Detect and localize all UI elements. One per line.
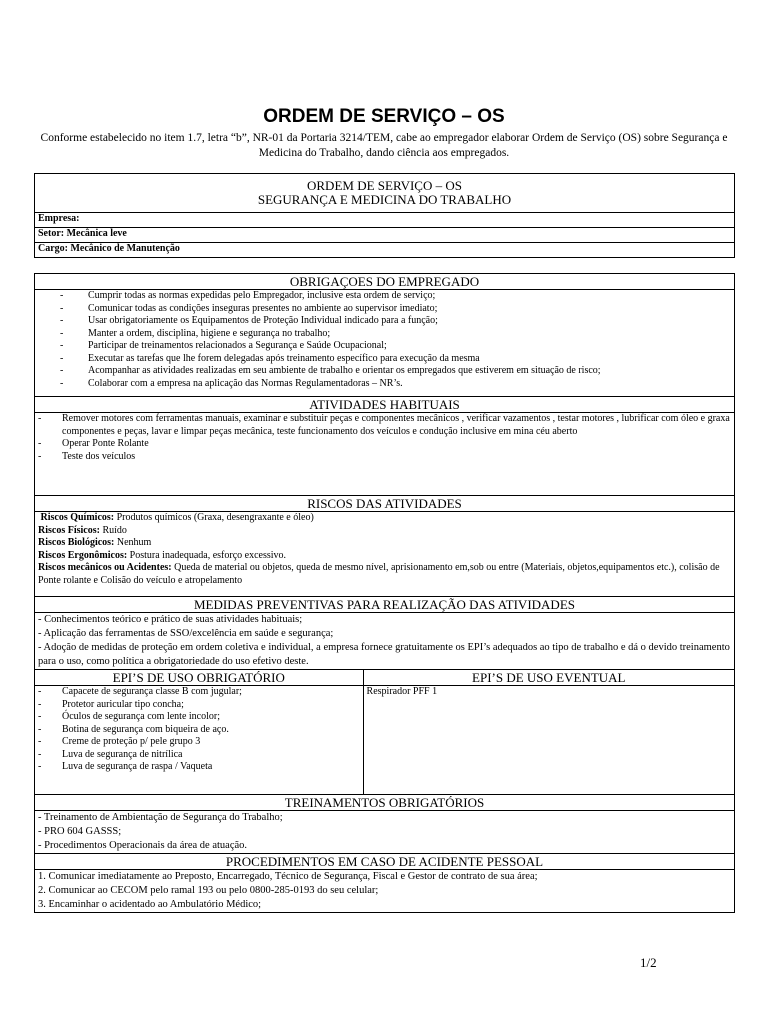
atividades-list [35, 413, 735, 496]
obrigacoes-title: OBRIGAÇOES DO EMPREGADO [35, 274, 735, 290]
list-item: - Conhecimentos teórico e prático de suas atividades habituais; [38, 614, 303, 625]
risco-ergonomico: Riscos Ergonômicos: Postura inadequada, esforço excessivo. [38, 549, 287, 561]
riscos-list [35, 512, 735, 597]
list-item: - Participar de treinamentos relacionados a Segurança e Saúde Ocupacional; [60, 340, 387, 351]
list-item: - PRO 604 GASSS; [38, 826, 122, 837]
page-title: ORDEM DE SERVIÇO – OS [263, 106, 505, 127]
list-item: - Comunicar todas as condições inseguras presentes no ambiente ao supervisor imediato; [60, 302, 438, 314]
risco-fisico: Riscos Físicos: Ruído [38, 524, 127, 536]
list-item: - Remover motores com ferramentas manuais, examinar e substituir peças e componentes mecânicos , verificar vazamentos , testar motores , lubrificar com óleo e graxa componentes e peças, lavar e limpar peças mecânica, teste funcionamento dos veículos e condução inclusive em mina céu aberto [38, 413, 730, 437]
empresa-field: Empresa: [35, 213, 735, 228]
list-item: - Aplicação das ferramentas de SSO/excelência em saúde e segurança; [38, 628, 334, 639]
cargo-field: Cargo: Mecânico de Manutenção [35, 243, 735, 258]
treinamentos-title: TREINAMENTOS OBRIGATÓRIOS [35, 795, 735, 811]
list-item: - Executar as tarefas que lhe forem delegadas após treinamento específico para execução da mesma [60, 352, 480, 364]
atividades-title: ATIVIDADES HABITUAIS [35, 397, 735, 413]
medidas-list [35, 613, 735, 670]
risco-quimico: Riscos Químicos: Produtos químicos (Graxa, desengraxante e óleo) [40, 512, 314, 523]
treinamentos-list [35, 811, 735, 854]
list-item: - Protetor auricular tipo concha; [38, 698, 184, 710]
intro-paragraph: Conforme estabelecido no item 1.7, letra “b”, NR-01 da Portaria 3214/TEM, cabe ao empregador elaborar Ordem de Serviço (OS) sobre Segurança e Medicina do Trabalho, dando ciência aos empregados. [40, 132, 728, 159]
procedimentos-list [35, 870, 735, 913]
medidas-title: MEDIDAS PREVENTIVAS PARA REALIZAÇÃO DAS ATIVIDADES [35, 597, 735, 613]
list-item: - Procedimentos Operacionais da área de atuação. [38, 840, 248, 851]
list-item: - Creme de proteção p/ pele grupo 3 [38, 736, 201, 747]
epi-obrigatorio-list [35, 686, 364, 795]
risco-biologico: Riscos Biológicos: Nenhum [38, 537, 152, 548]
header-table [34, 173, 735, 258]
list-item: 1. Comunicar imediatamente ao Preposto, Encarregado, Técnico de Segurança, Fiscal e Gestor de contrato de sua área; [38, 871, 538, 882]
list-item: - Teste dos veículos [38, 450, 136, 462]
list-item: - Luva de segurança de nitrílica [38, 748, 183, 760]
list-item: 3. Encaminhar o acidentado ao Ambulatório Médico; [38, 899, 262, 910]
list-item: - Botina de segurança com biqueira de aço. [38, 723, 229, 735]
list-item: - Treinamento de Ambientação de Segurança do Trabalho; [38, 812, 283, 823]
setor-field: Setor: Mecânica leve [35, 228, 735, 243]
list-item: - Capacete de segurança classe B com jugular; [38, 686, 242, 697]
list-item: - Luva de segurança de raspa / Vaqueta [38, 761, 213, 772]
epi-obrigatorio-title: EPI’S DE USO OBRIGATÓRIO [35, 670, 364, 686]
list-item: - Óculos de segurança com lente incolor; [38, 711, 220, 722]
header-title-cell [35, 174, 735, 213]
list-item: 2. Comunicar ao CECOM pelo ramal 193 ou pelo 0800-285-0193 do seu celular; [38, 885, 379, 896]
page-number: 1/2 [640, 955, 657, 970]
riscos-title: RISCOS DAS ATIVIDADES [35, 496, 735, 512]
risco-mecanico: Riscos mecânicos ou Acidentes: Queda de material ou objetos, queda de mesmo nível, aprisionamento em,sob ou entre (Materiais, objetos,equipamentos etc.), colisão de Ponte rolante e Colisão do veículo e atropelamento [38, 562, 720, 586]
list-item: - Operar Ponte Rolante [38, 438, 149, 449]
list-item: - Colaborar com a empresa na aplicação das Normas Regulamentadoras – NR’s. [60, 377, 403, 389]
list-item: Respirador PFF 1 [366, 686, 438, 697]
obrigacoes-list [35, 290, 735, 397]
list-item: - Acompanhar as atividades realizadas em seu ambiente de trabalho e orientar os empregados que estiverem em situação de risco; [60, 365, 601, 376]
epi-eventual-title: EPI’S DE USO EVENTUAL [363, 670, 734, 686]
epi-eventual-list [363, 686, 734, 795]
list-item: - Adoção de medidas de proteção em ordem coletiva e individual, a empresa fornece gratuitamente os EPI’s adequados ao tipo de trabalho e dá o devido treinamento para o uso, como política a obrigatoriedade do uso efetivo deste. [38, 642, 730, 667]
header-line-2: SEGURANÇA E MEDICINA DO TRABALHO [257, 192, 512, 207]
procedimentos-title: PROCEDIMENTOS EM CASO DE ACIDENTE PESSOAL [35, 854, 735, 870]
list-item: - Usar obrigatoriamente os Equipamentos de Proteção Individual indicado para a função; [60, 315, 438, 326]
list-item: - Manter a ordem, disciplina, higiene e segurança no trabalho; [60, 327, 331, 339]
list-item: - Cumprir todas as normas expedidas pelo Empregador, inclusive esta ordem de serviço; [60, 290, 436, 301]
header-line-1: ORDEM DE SERVIÇO – OS [307, 178, 462, 193]
main-table [34, 273, 735, 913]
